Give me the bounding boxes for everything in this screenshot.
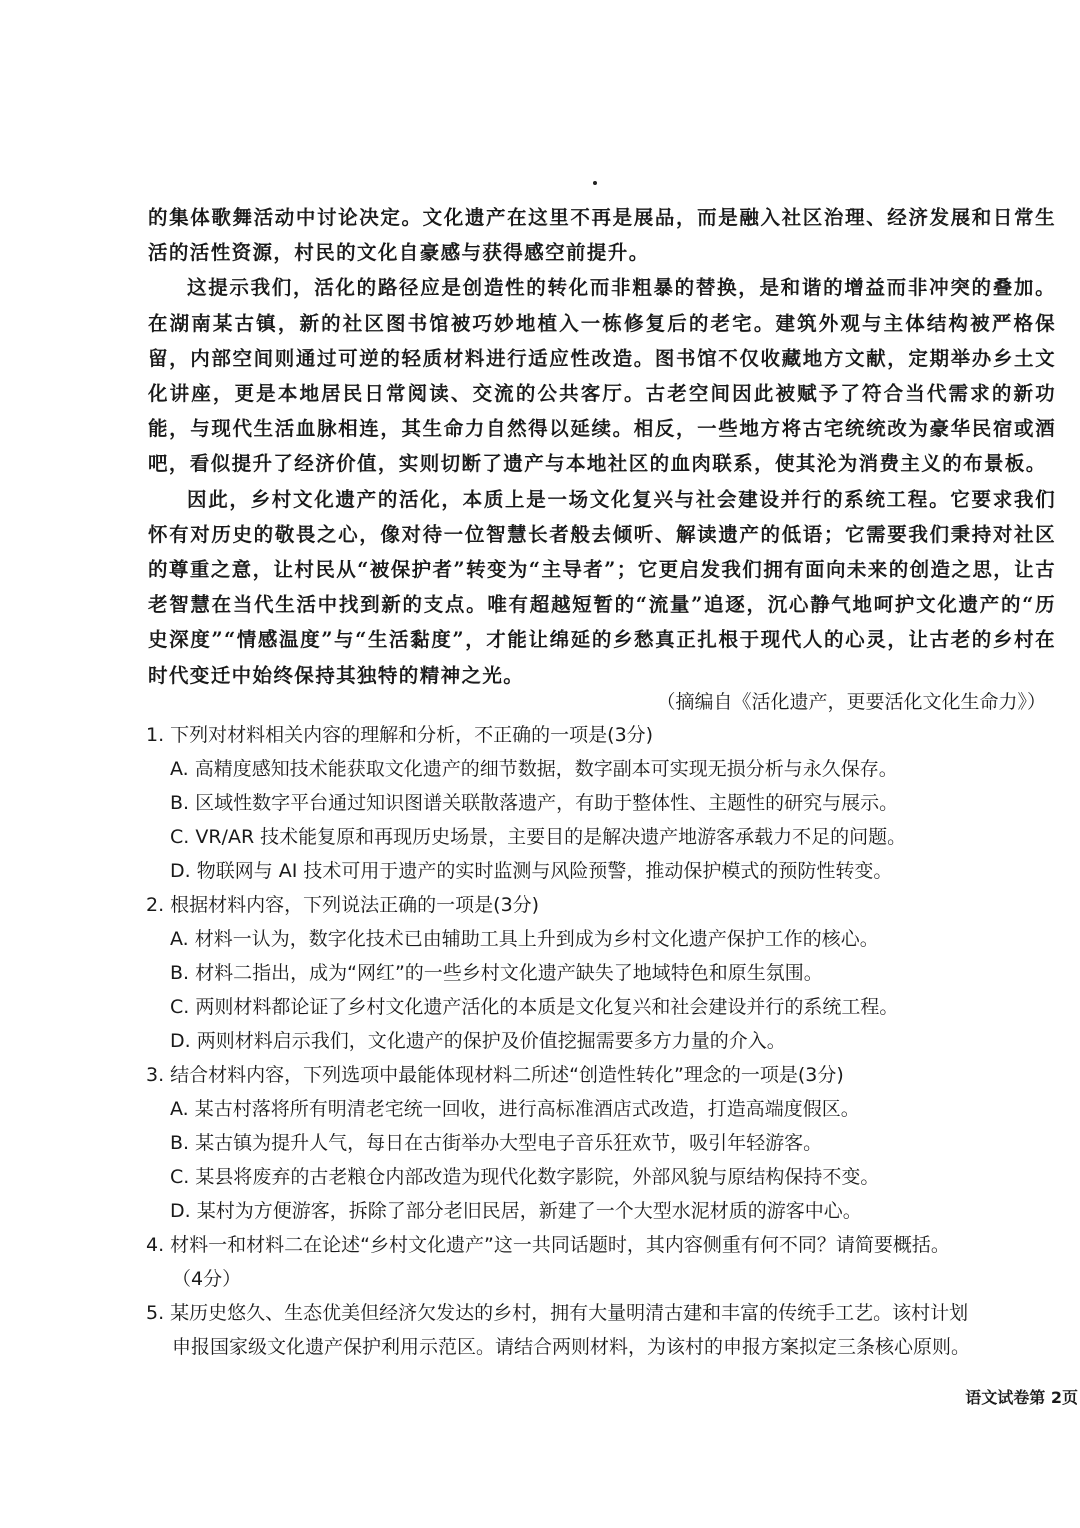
option-d: D. 物联网与 AI 技术可用于遗产的实时监测与风险预警，推动保护模式的预防性转变。 (170, 860, 893, 882)
passage-paragraph-2: 这提示我们，活化的路径应是创造性的转化而非粗暴的替换，是和谐的增益而非冲突的叠加。在湖南某古镇，新的社区图书馆被巧妙地植入一栋修复后的老宅。建筑外观与主体结构被严格保留，内部空间则通过可逆的轻质材料进行适应性改造。图书馆不仅收藏地方文献，定期举办乡土文化讲座，更是本地居民日常阅读、交流的公共客厅。古老空间因此被赋予了符合当代需求的新功能，与现代生活血脉相连，其生命力自然得以延续。相反，一些地方将古宅统统改为豪华民宿或酒吧，看似提升了经济价值，实则切断了遗产与本地社区的血肉联系，使其沦为消费主义的布景板。 (148, 276, 1056, 476)
option-d: D. 某村为方便游客，拆除了部分老旧民居，新建了一个大型水泥材质的游客中心。 (170, 1200, 862, 1222)
question-stem: 2. 根据材料内容，下列说法正确的一项是(3分) (146, 894, 540, 916)
question-4 (146, 1228, 1066, 1296)
question-1 (146, 718, 1066, 888)
question-list (146, 718, 1066, 1364)
option-c: C. 某县将废弃的古老粮仓内部改造为现代化数字影院，外部风貌与原结构保持不变。 (170, 1166, 880, 1188)
reading-passage (148, 200, 1056, 693)
question-stem-continuation: 申报国家级文化遗产保护利用示范区。请结合两则材料，为该村的申报方案拟定三条核心原则。 (172, 1336, 971, 1358)
question-stem: 3. 结合材料内容，下列选项中最能体现材料二所述“创造性转化”理念的一项是(3分) (146, 1064, 844, 1086)
option-c: C. 两则材料都论证了乡村文化遗产活化的本质是文化复兴和社会建设并行的系统工程。 (170, 996, 899, 1018)
page-number-footer: 语文试卷第 2页 (965, 1388, 1078, 1407)
option-b: B. 某古镇为提升人气，每日在古街举办大型电子音乐狂欢节，吸引年轻游客。 (170, 1132, 823, 1154)
option-a: A. 材料一认为，数字化技术已由辅助工具上升到成为乡村文化遗产保护工作的核心。 (170, 928, 879, 950)
option-b: B. 区域性数字平台通过知识图谱关联散落遗产，有助于整体性、主题性的研究与展示。 (170, 792, 899, 814)
question-stem: 1. 下列对材料相关内容的理解和分析，不正确的一项是(3分) (146, 724, 654, 746)
question-3 (146, 1058, 1066, 1228)
passage-source-citation: （摘编自《活化遗产，更要活化文化生命力》） (656, 691, 1046, 713)
scan-mark-dot (593, 181, 597, 185)
option-b: B. 材料二指出，成为“网红”的一些乡村文化遗产缺失了地域特色和原生氛围。 (170, 962, 823, 984)
option-d: D. 两则材料启示我们，文化遗产的保护及价值挖掘需要多方力量的介入。 (170, 1030, 786, 1052)
question-stem: 5. 某历史悠久、生态优美但经济欠发达的乡村，拥有大量明清古建和丰富的传统手工艺。该村计划 (146, 1302, 969, 1324)
question-5 (146, 1296, 1066, 1364)
question-stem: 4. 材料一和材料二在论述“乡村文化遗产”这一共同话题时，其内容侧重有何不同？请简要概括。 (146, 1234, 950, 1256)
option-a: A. 某古村落将所有明清老宅统一回收，进行高标准酒店式改造，打造高端度假区。 (170, 1098, 860, 1120)
passage-paragraph-3: 因此，乡村文化遗产的活化，本质上是一场文化复兴与社会建设并行的系统工程。它要求我们怀有对历史的敬畏之心，像对待一位智慧长者般去倾听、解读遗产的低语；它需要我们秉持对社区的尊重之意，让村民从“被保护者”转变为“主导者”；它更启发我们拥有面向未来的创造之思，让古老智慧在当代生活中找到新的支点。唯有超越短暂的“流量”追逐，沉心静气地呵护文化遗产的“历史深度”“情感温度”与“生活黏度”，才能让绵延的乡愁真正扎根于现代人的心灵，让古老的乡村在时代变迁中始终保持其独特的精神之光。 (148, 487, 1056, 687)
question-2 (146, 888, 1066, 1058)
question-score: （4分） (172, 1268, 242, 1290)
option-a: A. 高精度感知技术能获取文化遗产的细节数据，数字副本可实现无损分析与永久保存。 (170, 758, 898, 780)
passage-paragraph-1: 的集体歌舞活动中讨论决定。文化遗产在这里不再是展品，而是融入社区治理、经济发展和日常生活的活性资源，村民的文化自豪感与获得感空前提升。 (148, 206, 1056, 265)
option-c: C. VR/AR 技术能复原和再现历史场景，主要目的是解决遗产地游客承载力不足的问题。 (170, 826, 907, 848)
